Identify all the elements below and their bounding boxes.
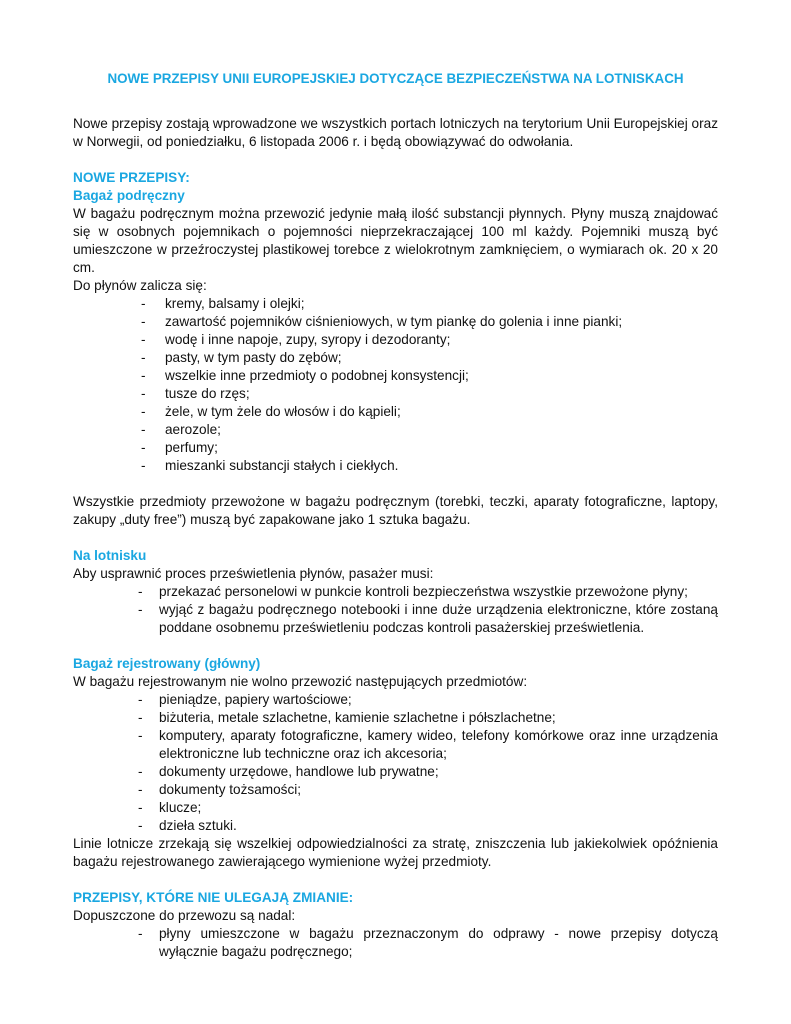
dash-bullet: - — [138, 764, 143, 779]
list-item — [73, 313, 718, 331]
dash-bullet: - — [141, 422, 146, 437]
list-item-text: mieszanki substancji stałych i ciekłych. — [165, 458, 399, 473]
dash-bullet: - — [141, 350, 146, 365]
checked-baggage-list — [73, 691, 718, 835]
list-item-text: klucze; — [159, 800, 202, 815]
list-item — [73, 799, 718, 817]
list-item-text: pasty, w tym pasty do zębów; — [165, 350, 342, 365]
list-item — [73, 349, 718, 367]
dash-bullet: - — [138, 818, 143, 833]
list-item-text: biżuteria, metale szlachetne, kamienie szlachetne i półszlachetne; — [159, 710, 556, 725]
document-title: NOWE PRZEPISY UNII EUROPEJSKIEJ DOTYCZĄCE BEZPIECZEŃSTWA NA LOTNISKACH — [107, 71, 684, 86]
airport-list — [73, 583, 718, 637]
dash-bullet: - — [141, 404, 146, 419]
new-rules-heading: NOWE PRZEPISY: — [73, 170, 190, 185]
dash-bullet: - — [138, 602, 143, 617]
unchanged-intro: Dopuszczone do przewozu są nadal: — [73, 908, 296, 923]
list-item-text: aerozole; — [165, 422, 221, 437]
list-item — [73, 925, 718, 961]
dash-bullet: - — [138, 710, 143, 725]
spacer — [73, 637, 718, 655]
list-item-text: wodę i inne napoje, zupy, syropy i dezodoranty; — [165, 332, 451, 347]
list-item — [73, 295, 718, 313]
dash-bullet: - — [141, 368, 146, 383]
list-item — [73, 583, 718, 601]
checked-baggage-intro: W bagażu rejestrowanym nie wolno przewozić następujących przedmiotów: — [73, 674, 528, 689]
dash-bullet: - — [141, 440, 146, 455]
dash-bullet: - — [138, 926, 143, 941]
list-item — [73, 421, 718, 439]
unchanged-heading: PRZEPISY, KTÓRE NIE ULEGAJĄ ZMIANIE: — [73, 890, 354, 905]
checked-baggage-heading: Bagaż rejestrowany (główny) — [73, 656, 261, 671]
list-item-text: płyny umieszczone w bagażu przeznaczonym do odprawy - nowe przepisy dotyczą wyłącznie bagażu podręcznego; — [159, 926, 718, 959]
list-item — [73, 385, 718, 403]
list-item — [73, 763, 718, 781]
spacer — [73, 475, 718, 493]
list-item — [73, 781, 718, 799]
list-item-text: przekazać personelowi w punkcie kontroli bezpieczeństwa wszystkie przewożone płyny; — [159, 584, 688, 599]
airport-heading: Na lotnisku — [73, 548, 147, 563]
list-item-text: dzieła sztuki. — [159, 818, 237, 833]
list-item-text: żele, w tym żele do włosów i do kąpieli; — [165, 404, 401, 419]
hand-luggage-summary: Wszystkie przedmioty przewożone w bagażu podręcznym (torebki, teczki, aparaty fotograficzne, laptopy, zakupy „duty free”) muszą być zapakowane jako 1 sztuka bagażu. — [73, 494, 718, 527]
list-item-text: pieniądze, papiery wartościowe; — [159, 692, 352, 707]
dash-bullet: - — [141, 314, 146, 329]
dash-bullet: - — [141, 296, 146, 311]
list-item — [73, 439, 718, 457]
spacer — [73, 871, 718, 889]
list-item-text: perfumy; — [165, 440, 218, 455]
dash-bullet: - — [138, 728, 143, 743]
list-item-text: wszelkie inne przedmioty o podobnej konsystencji; — [165, 368, 469, 383]
spacer — [73, 151, 718, 169]
dash-bullet: - — [141, 332, 146, 347]
list-item-text: kremy, balsamy i olejki; — [165, 296, 305, 311]
liability-paragraph: Linie lotnicze zrzekają się wszelkiej odpowiedzialności za stratę, zniszczenia lub jakiekolwiek opóźnienia bagażu rejestrowanego zawierającego wymienione wyżej przedmioty. — [73, 836, 718, 869]
dash-bullet: - — [138, 692, 143, 707]
liquids-list-intro: Do płynów zalicza się: — [73, 278, 207, 293]
list-item — [73, 691, 718, 709]
spacer — [73, 529, 718, 547]
unchanged-list — [73, 925, 718, 961]
dash-bullet: - — [138, 782, 143, 797]
dash-bullet: - — [138, 800, 143, 815]
list-item-text: dokumenty urzędowe, handlowe lub prywatne; — [159, 764, 439, 779]
intro-paragraph: Nowe przepisy zostają wprowadzone we wszystkich portach lotniczych na terytorium Unii Europejskiej oraz w Norwegii, od poniedziałku, 6 listopada 2006 r. i będą obowiązywać do odwołania. — [73, 116, 718, 149]
dash-bullet: - — [138, 584, 143, 599]
list-item — [73, 817, 718, 835]
list-item-text: zawartość pojemników ciśnieniowych, w tym piankę do golenia i inne pianki; — [165, 314, 623, 329]
hand-luggage-heading: Bagaż podręczny — [73, 188, 185, 203]
list-item — [73, 457, 718, 475]
hand-luggage-text: W bagażu podręcznym można przewozić jedynie małą ilość substancji płynnych. Płyny muszą znajdować się w osobnych pojemnikach o pojemności nieprzekraczającej 100 ml każdy. Pojemniki muszą być umieszczone w przeźroczystej plastikowej torebce z wielokrotnym zamknięciem, o wymiarach ok. 20 x 20 cm. — [73, 206, 718, 275]
list-item — [73, 709, 718, 727]
list-item — [73, 403, 718, 421]
dash-bullet: - — [141, 458, 146, 473]
list-item — [73, 331, 718, 349]
dash-bullet: - — [141, 386, 146, 401]
airport-intro: Aby usprawnić proces prześwietlenia płynów, pasażer musi: — [73, 566, 434, 581]
list-item-text: tusze do rzęs; — [165, 386, 250, 401]
list-item-text: komputery, aparaty fotograficzne, kamery wideo, telefony komórkowe oraz inne urządzenia elektroniczne lub techniczne oraz ich akcesoria; — [159, 728, 718, 761]
list-item — [73, 601, 718, 637]
list-item — [73, 367, 718, 385]
list-item — [73, 727, 718, 763]
list-item-text: dokumenty tożsamości; — [159, 782, 302, 797]
list-item-text: wyjąć z bagażu podręcznego notebooki i inne duże urządzenia elektroniczne, które zostaną poddane osobnemu prześwietleniu podczas kontroli pasażerskiej prześwietlenia. — [159, 602, 718, 635]
liquids-list — [73, 295, 718, 475]
